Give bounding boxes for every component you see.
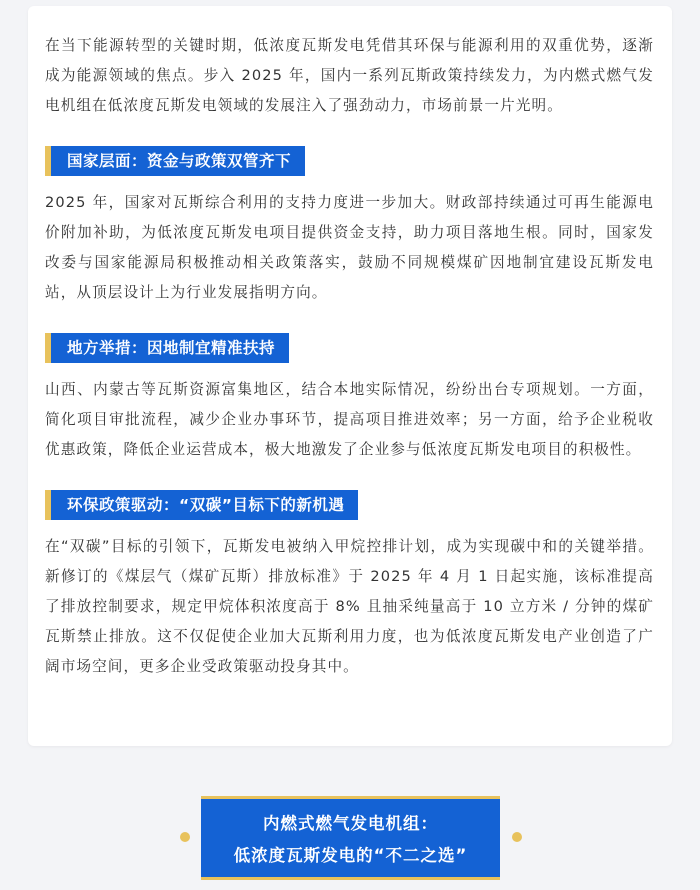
section-body-national: 2025 年，国家对瓦斯综合利用的支持力度进一步加大。财政部持续通过可再生能源电价附加补助，为低浓度瓦斯发电项目提供资金支持，助力项目落地生根。同时，国家发改委与国家能源局积极推动相关政策落实，鼓励不同规模煤矿因地制宜建设瓦斯发电站，从顶层设计上为行业发展指明方向。 xyxy=(45,194,654,301)
section-heading-text: 环保政策驱动：“双碳”目标下的新机遇 xyxy=(67,496,345,514)
heading-accent-bar xyxy=(45,146,51,176)
intro-paragraph: 在当下能源转型的关键时期，低浓度瓦斯发电凭借其环保与能源利用的双重优势，逐渐成为能源领域的焦点。步入 2025 年，国内一系列瓦斯政策持续发力，为内燃式燃气发电机组在低浓度瓦斯发电领域的发展注入了强劲动力，市场前景一片光明。 xyxy=(45,37,654,114)
heading-accent-bar xyxy=(45,333,51,363)
section-heading-national xyxy=(45,146,305,176)
section-body-environment: 在“双碳”目标的引领下，瓦斯发电被纳入甲烷控排计划，成为实现碳中和的关键举措。新修订的《煤层气（煤矿瓦斯）排放标准》于 2025 年 4 月 1 日起实施，该标准提高了排放控制要求，规定甲烷体积浓度高于 8% 且抽采纯量高于 10 立方米 / 分钟的煤矿瓦斯禁止排放。这不仅促使企业加大瓦斯利用力度，也为低浓度瓦斯发电产业创造了广阔市场空间，更多企业受政策驱动投身其中。 xyxy=(45,538,654,675)
footer-title-box xyxy=(201,796,500,880)
decorative-dot-right xyxy=(512,832,522,842)
article-card xyxy=(28,6,672,746)
footer-title-line2: 低浓度瓦斯发电的“不二之选” xyxy=(233,846,468,865)
footer-title-line1: 内燃式燃气发电机组： xyxy=(263,814,438,833)
section-heading-text: 地方举措：因地制宜精准扶持 xyxy=(67,339,276,357)
section-heading-environment xyxy=(45,490,358,520)
heading-accent-bar xyxy=(45,490,51,520)
section-body-local: 山西、内蒙古等瓦斯资源富集地区，结合本地实际情况，纷纷出台专项规划。一方面，简化项目审批流程，减少企业办事环节，提高项目推进效率；另一方面，给予企业税收优惠政策，降低企业运营成本，极大地激发了企业参与低浓度瓦斯发电项目的积极性。 xyxy=(45,381,654,458)
section-heading-local xyxy=(45,333,289,363)
section-heading-text: 国家层面：资金与政策双管齐下 xyxy=(67,152,292,170)
decorative-dot-left xyxy=(180,832,190,842)
